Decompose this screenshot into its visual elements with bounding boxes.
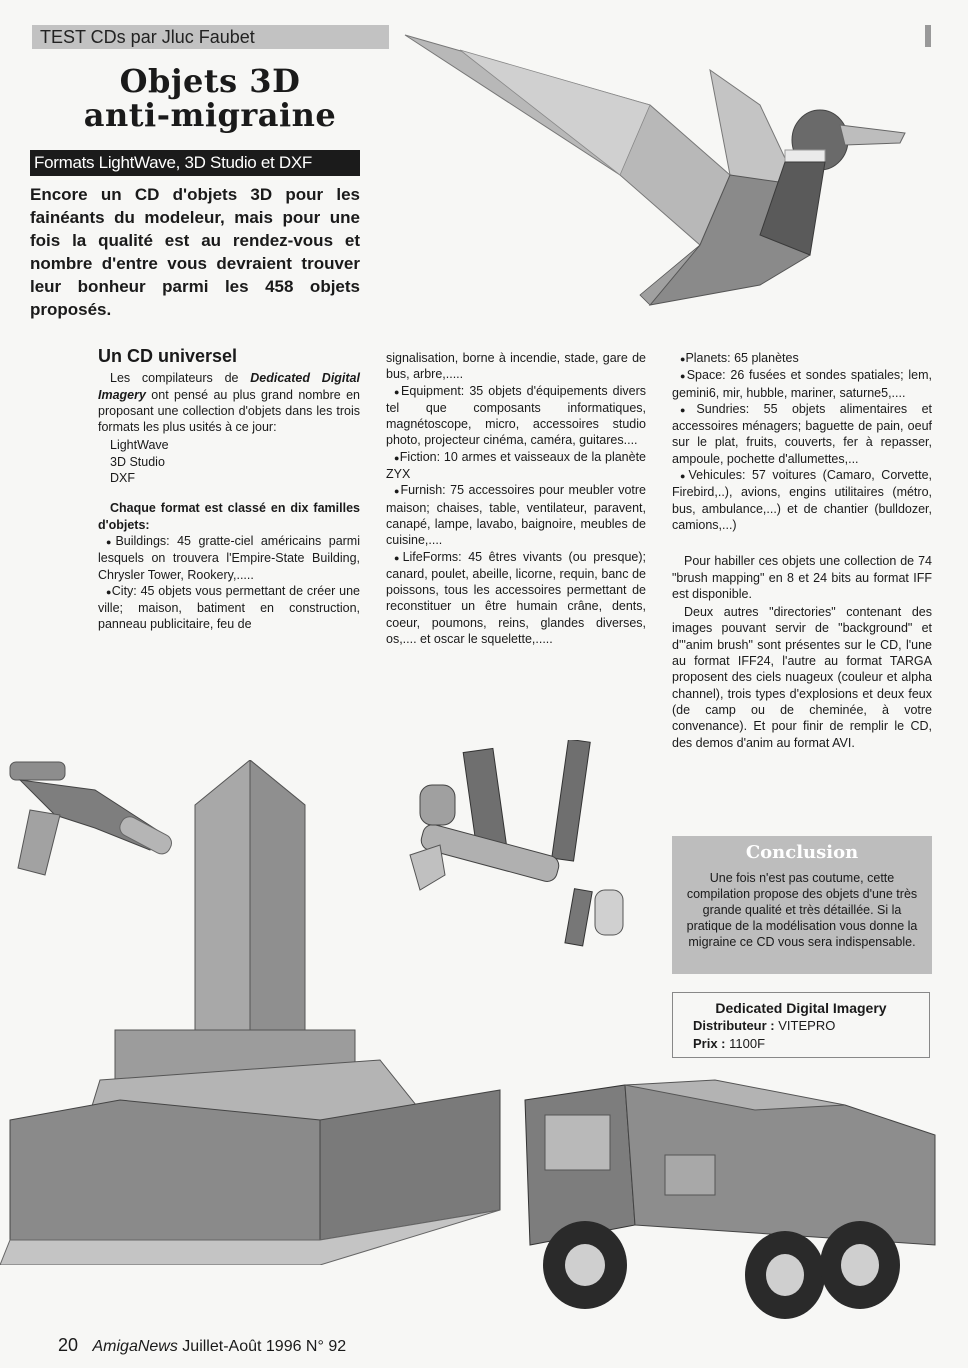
magazine-name: AmigaNews [92,1338,178,1355]
directories-paragraph: Deux autres "directories" contenant des images pouvant servir de "background" et d'"anim brush" sont présentes sur le CD, l'une au format IFF24, l'autre au format TARGA proposent des ciels nuageux (couleur et alpha channel), trois types d'explosions et deux feux (de camp ou de cheminée, à votre convenance). Et pour finir de remplir le CD, des demos d'anim au format AVI. [672,605,932,750]
fire-truck-illustration [515,1075,968,1325]
conclusion-text: Une fois n'est pas coutume, cette compilation propose des objets d'une très grande qualité et très détaillée. Si la pratique de la modélisation vous donne la migraine ce CD vous sera indispensable. [686,871,918,949]
list-item: ● Buildings: 45 gratte-ciel américains parmi lesquels on trouvera l'Empire-State Building, Chrysler Tower, Rookery,..... [98,533,360,583]
distributor-label: Distributeur : [693,1018,775,1033]
column-3 [672,350,932,751]
column-2 [386,350,646,647]
list-item: ● City: 45 objets vous permettant de créer une ville; maison, batiment en construction, panneau publicitaire, feu de [98,583,360,633]
format-item: DXF [110,471,135,486]
title-line-1: Objets 3D [119,62,301,100]
list-item: ● Fiction: 10 armes et vaisseaux de la planète ZYX [386,449,646,483]
distributor-value: VITEPRO [778,1018,836,1033]
format-item: LightWave [110,438,169,453]
section-heading: Un CD universel [98,346,238,366]
format-list [98,437,360,486]
column-1 [98,348,360,633]
brush-paragraph: Pour habiller ces objets une collection de 74 "brush mapping" en 8 et 24 bits au format IFF est disponible. [672,554,932,601]
families-intro: Chaque format est classé en dix familles d'objets: [98,501,360,532]
brand-name: Dedicated Digital Imagery [98,371,360,402]
space-station-illustration [380,740,650,960]
publisher-name: Dedicated Digital Imagery [715,1000,887,1016]
section-kicker: TEST CDs par Jluc Faubet [32,25,389,49]
price-label: Prix : [693,1036,726,1051]
price-value: 1100F [729,1036,766,1051]
list-item: ● Equipment: 35 objets d'équipements divers tel que composants informatiques, magnétoscope, micro, accessoires studio photo, projecteur cinéma, caméra, guitares.... [386,383,646,449]
page-edge-marker [925,25,931,47]
list-item: ● LifeForms: 45 êtres vivants (ou presque); canard, poulet, abeille, licorne, requin, banc de poissons, tous les accessoires permettant de reconstituer un être humain crâne, dents, coeur, poumons, reins, glandes diverses, os,.... et oscar le squelette,..... [386,549,646,648]
list-item: ● Planets: 65 planètes [672,350,932,367]
article-intro: Encore un CD d'objets 3D pour les fainéants du modeleur, mais pour une fois la qualité est au rendez-vous et nombre d'entre vous devraient trouver leur bonheur parmi les 458 objets proposés. [30,185,360,319]
title-line-2: anti-migraine [83,96,337,134]
list-item: ● Furnish: 75 accessoires pour meubler votre maison; chaises, table, ventilateur, paravent, canapé, lampe, lavabo, baignoire, meubles de cuisine,.... [386,482,646,548]
article-title [30,64,390,132]
list-item: ● Space: 26 fusées et sondes spatiales; lem, gemini6, mir, hubble, mariner, saturne5,.... [672,367,932,401]
conclusion-title: Conclusion [745,842,859,863]
duck-illustration [400,25,920,315]
list-item: ● Vehicules: 57 voitures (Camaro, Corvette, Firebird,..), avions, engins utilitaires (métro, bus, ambulance,...) et de chantier (bulldozer, camions,...) [672,467,932,533]
page-number: 20 [58,1335,79,1355]
list-item: ● Sundries: 55 objets alimentaires et accessoires ménagers; baguette de pain, oeuf sur le plat, fruits, couverts, fer à repasser, ampoule, pochette d'allumettes,... [672,401,932,467]
article-subtitle: Formats LightWave, 3D Studio et DXF [30,150,360,176]
issue-info: Juillet-Août 1996 N° 92 [182,1338,347,1355]
page-footer [58,1335,346,1356]
col1-intro-post: ont pensé au plus grand nombre en proposant une collection d'objets dans les trois formats les plus usités à ce jour: [98,387,360,435]
product-info-box [672,992,930,1058]
continuation-text: signalisation, borne à incendie, stade, gare de bus, arbre,..... [386,351,646,382]
format-item: 3D Studio [110,454,165,469]
col1-intro-pre: Les compilateurs de [110,371,251,386]
